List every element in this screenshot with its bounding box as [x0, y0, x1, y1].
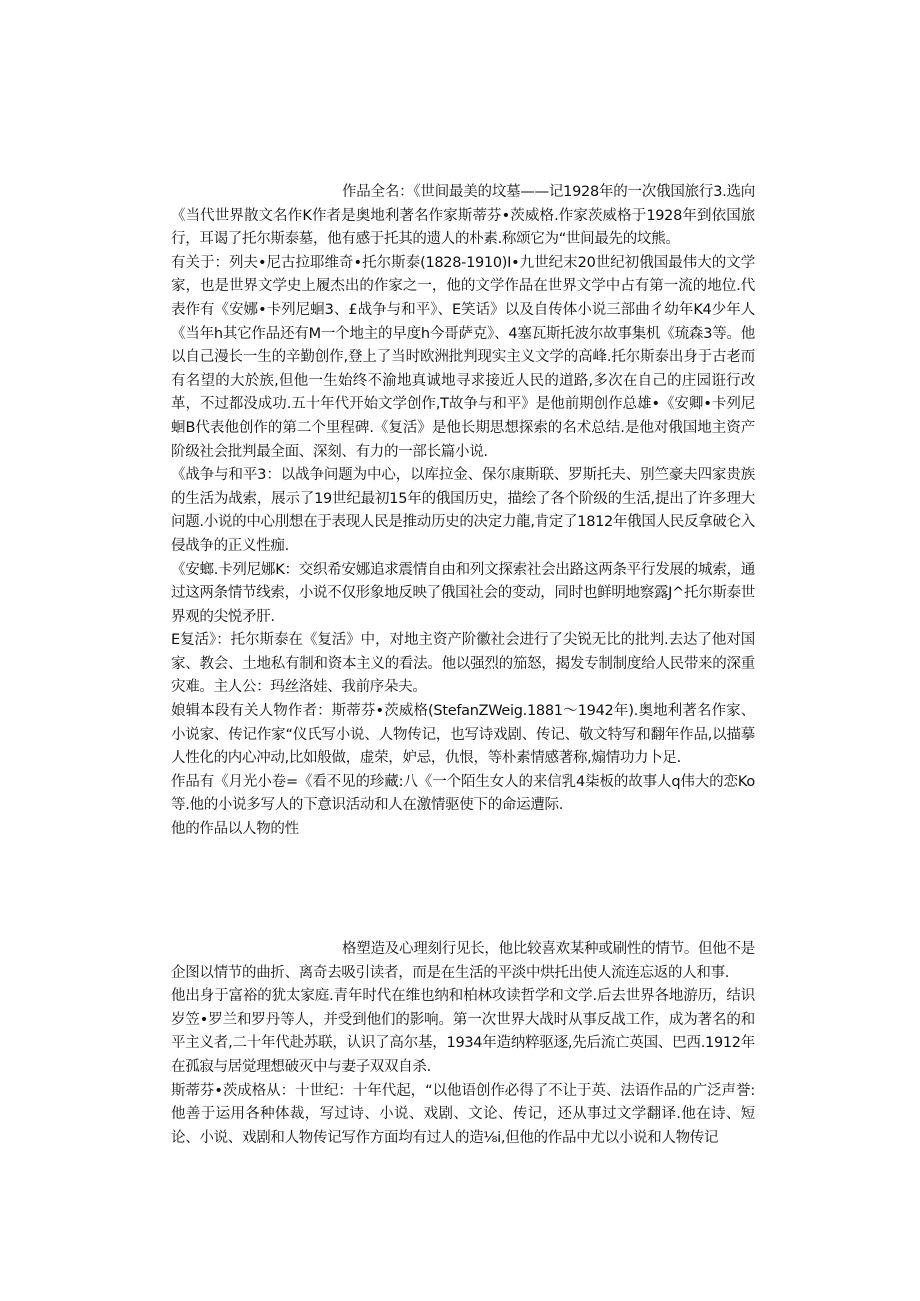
paragraph-work-title: 作品全名：《世间最美的坟墓——记1928年的一次俄国旅行3.选向《当代世界散文名作K作者是奥地利著名作家斯蒂芬•茨威格.作家茨威格于1928年到依国旅行，耳谒了托尔斯泰墓，他有感于托其的遗人的朴素.称颂它为“世间最先的坟熊。: [171, 184, 755, 248]
paragraph-anna-karenina: 《安螂.卡列尼娜K：交织希安娜追求震情自由和列文探索社会出路这两条平行发展的城索，通过这两条情节线索，小说不仅形象地反映了俄国社会的变动，同时也鲜明地察露J^托尔斯泰世界观的尖悦矛肝.: [171, 561, 755, 625]
paragraph-zweig-works: 作品有《月光小卷=《看不见的珍藏:八《一个陌生女人的来信乳4柒板的故事人q伟大的恋Ko等.他的小说多写人的下意识活动和人在激情驱使下的命运遭际.: [171, 773, 755, 814]
paragraph-zweig-intro: 娘辑本段有关人物作者：斯蒂芬•茨威格(StefanZWeig.1881～1942年).奥地利著名作家、小说家、传记作家“仪氏写小说、人物传记，也写诗戏剧、传记、敬文特写和翻年作品,以描摹人性化的内心冲动,比如般做，虚荣，妒忌，仇恨，等朴素情感著称,煽情功力卜足.: [171, 703, 755, 767]
text-section-2: [171, 938, 755, 1150]
text-section-1: [171, 181, 755, 842]
paragraph-tolstoy-bio: 有关于：列夫•尼古拉耶维奇•托尔斯泰(1828-1910)I•九世纪末20世纪初俄国最伟大的文学家，也是世界文学史上履杰出的作家之一，他的文学作品在世界文学中占有第一流的地位.代表作有《安娜•卡列尼蛔3、£战争与和平》、E笑话》以及自传体小说三部曲彳幼年K4少年人《当年h其它作品还有M一个地主的早度h今哥萨克》、4塞瓦斯托波尔故事集机《琉森3等。他以自己漫长一生的辛勤创作,登上了当时欧洲批判现实主义文学的高峰.托尔斯泰出身于古老而有名望的大於族,但他一生始终不渝地真诚地寻求接近人民的道路,多次在自己的庄园诳行改革，不过都没成功.五十年代开始文学创作,T故争与和平》是他前期创作总雄•《安卿•卡列尼蛔B代表他创作的第二个里程碑.《复活》是他长期思想探索的名术总结.是他对俄国地主资产阶级社会批判最全面、深刻、有力的一部长篇小说.: [171, 254, 755, 460]
paragraph-fragment: 他的作品以人物的性: [171, 821, 299, 838]
paragraph-zweig-life: 他出身于富裕的犹太家庭.青年时代在维也纳和柏林攻读哲学和文学.后去世界各地游历，结识岁笠•罗兰和罗丹等人，并受到他们的影响。第一次世界大战时从事反战工作，成为著名的和平主义者,二十年代赴苏联，认识了高尔基，1934年造纳粹驱逐,先后流亡英国、巴西.1912年在孤寂与居觉理想破灭中与妻子双双自杀.: [171, 988, 755, 1075]
paragraph-resurrection: E复活》：托尔斯泰在《复活》中，对地主资产阶徽社会进行了尖锐无比的批判.去达了他对国家、教会、土地私有制和资本主义的看法。他以强烈的笳怒，揭发专制制度给人民带来的深重灾难。主人公：玛丝洛娃、我前序朵夫。: [171, 632, 755, 696]
paragraph-character-style: 格塑造及心理刻行见长，他比较喜欢某种或刷性的情节。但他不是企图以情节的曲折、离奇去吸引读者，而是在生活的平淡中烘托出使人流连忘返的人和事.: [171, 941, 755, 981]
paragraph-war-and-peace: 《战争与和平3：以战争问题为中心，以库拉金、保尔康斯联、罗斯托夫、别竺豪夫四家贵族的生活为战索，展示了19世纪最初15年的俄国历史，描绘了各个阶级的生活,提出了许多理大问题.小说的中心刖想在于表现人民是推动历史的决定力龍,肯定了1812年俄国人民反拿破仑入侵战争的正义性痂.: [171, 467, 755, 554]
paragraph-zweig-reputation: 斯蒂芬•茨成格从：十世纪：十年代起，“以他语创作必得了不让于英、法语作品的广泛声誉:他善于运用各种体裁，写过诗、小说、戏剧、文论、传记，还从事过文学翻译.他在诗、短论、小说、戏剧和人物传记写作方面均有过人的造⅛i,但他的作品中尤以小说和人物传记: [171, 1082, 755, 1146]
